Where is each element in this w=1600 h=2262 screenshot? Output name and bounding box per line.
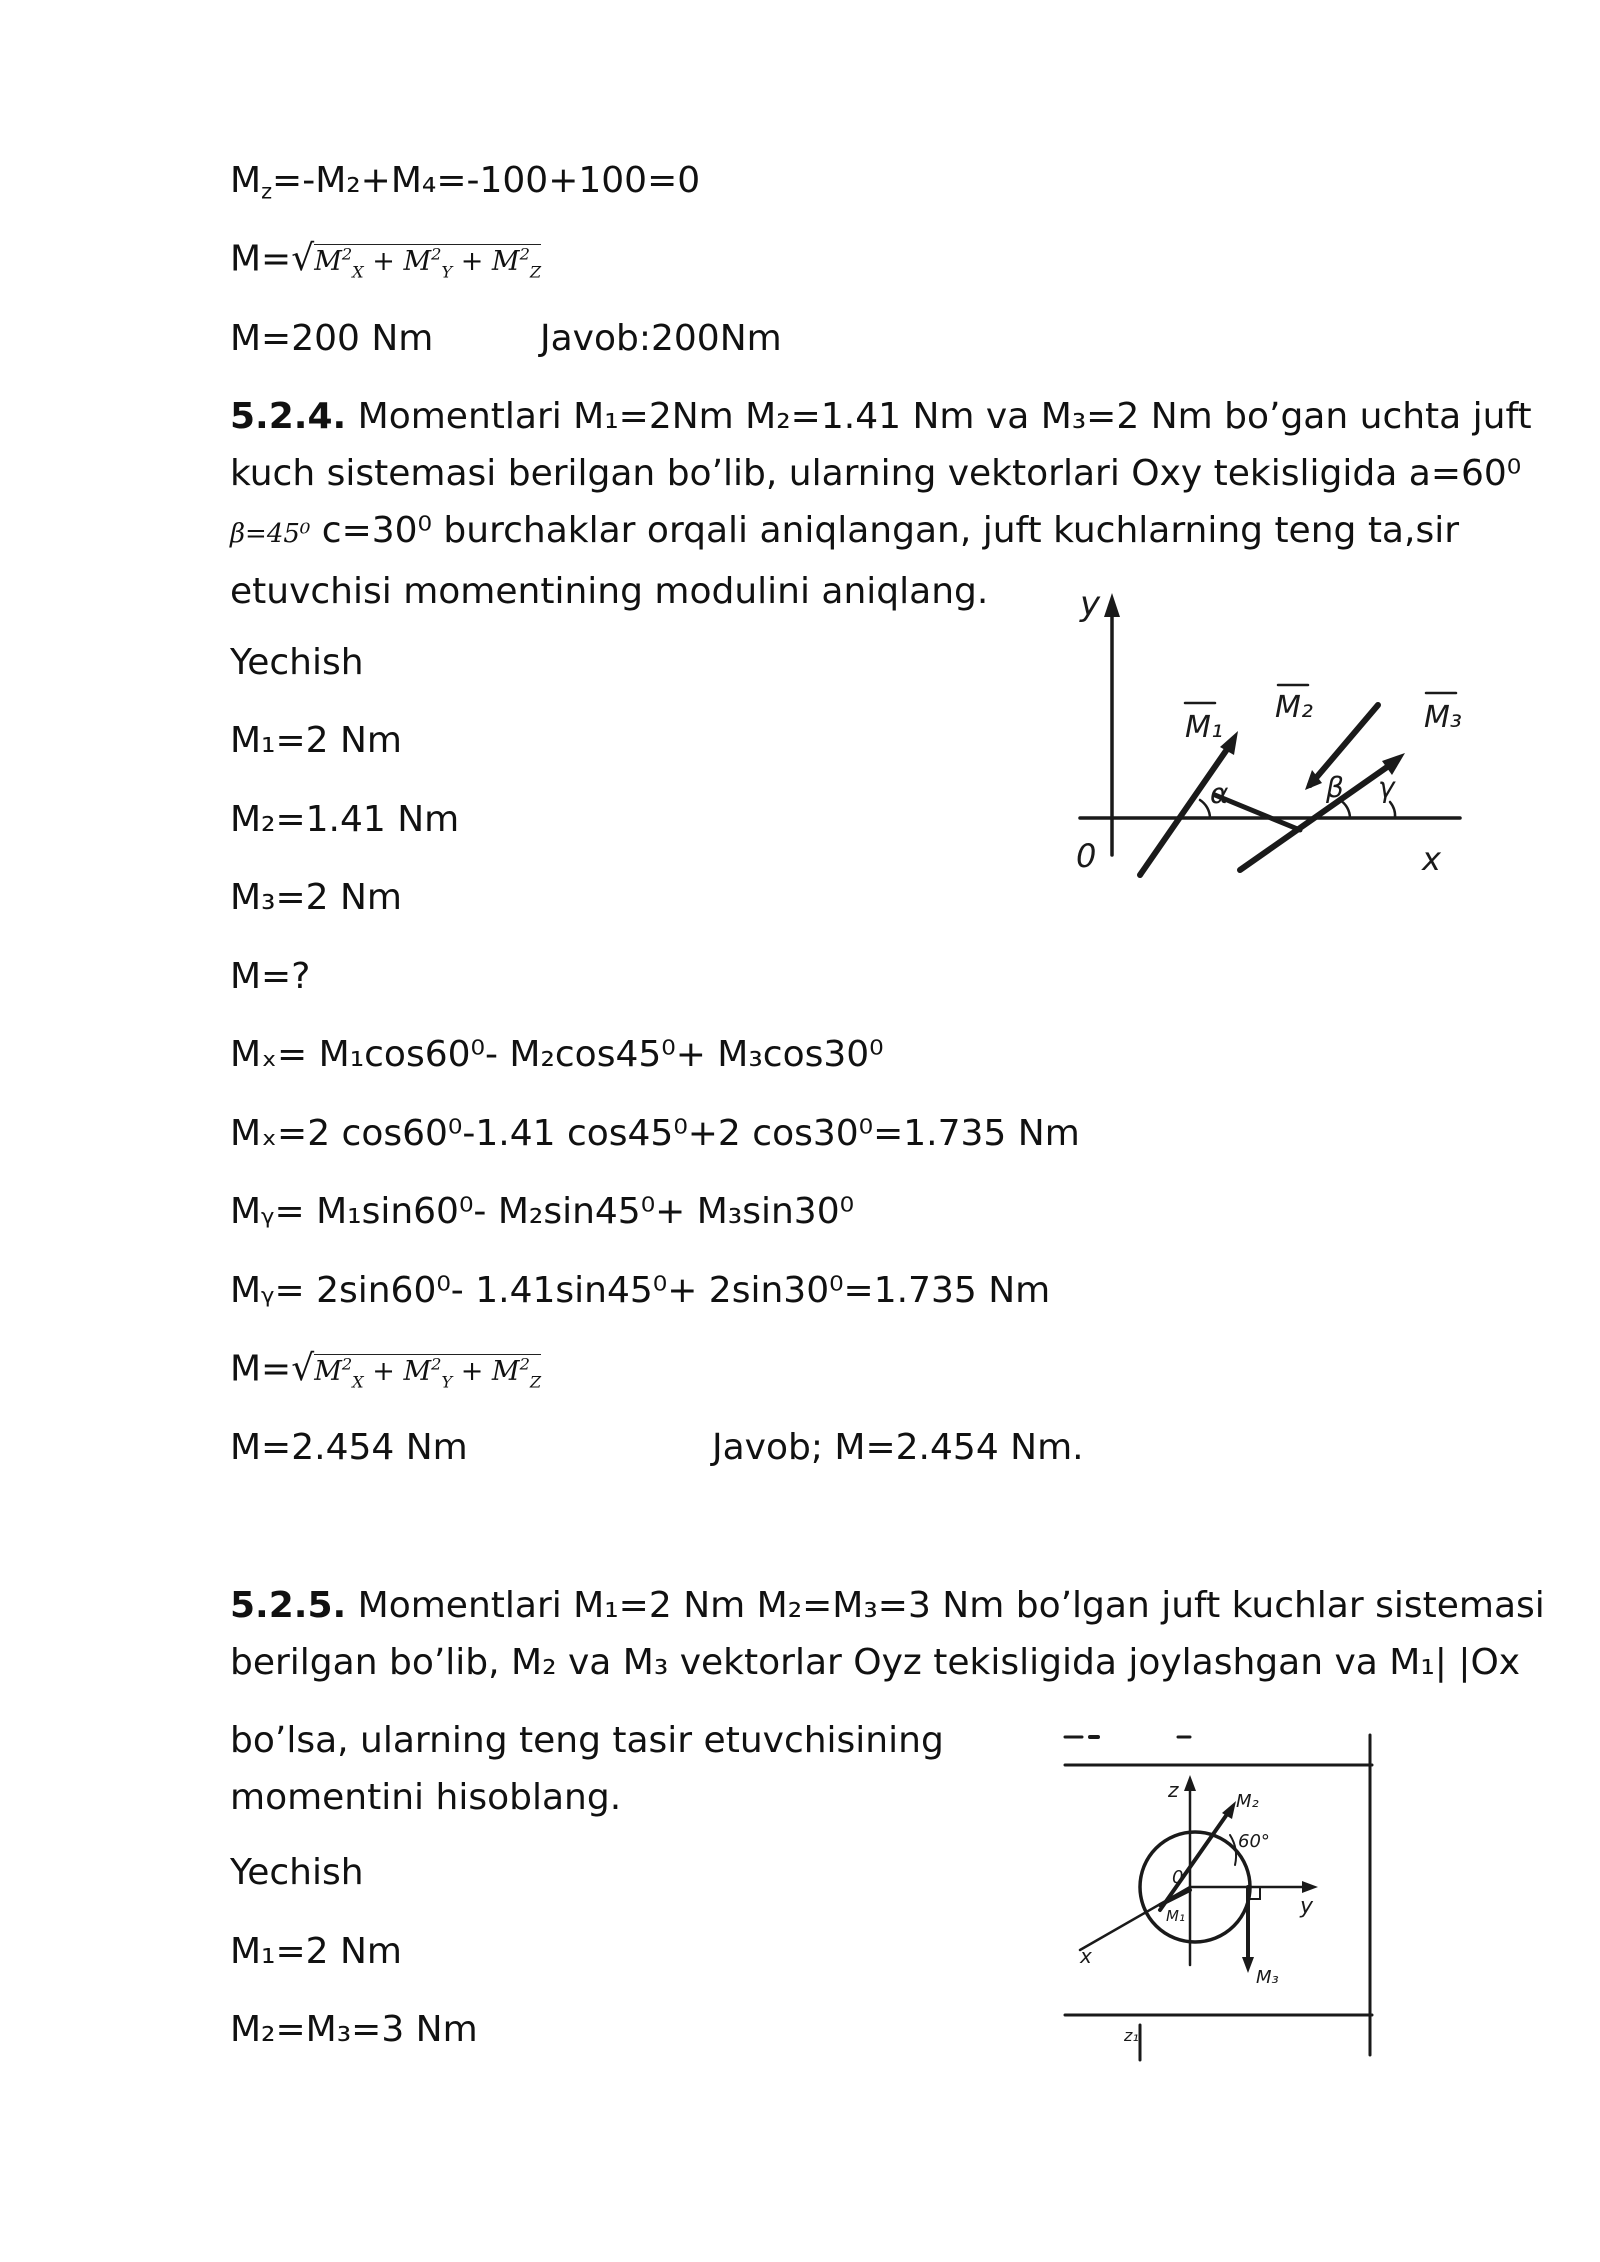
solution-label-2: Yechish bbox=[230, 1852, 364, 1893]
angle-arc-2 bbox=[1230, 1835, 1236, 1865]
problem-5-2-5-statement bbox=[230, 1577, 1545, 1691]
m3-label-2: M₃ bbox=[1256, 1967, 1279, 1988]
given-m3: M₃=2 Nm bbox=[230, 877, 403, 918]
z-label: z bbox=[1168, 1778, 1179, 1802]
result-line-2 bbox=[230, 1425, 1084, 1471]
problem2-number: 5.2.5. bbox=[230, 1585, 347, 1626]
m2-vector-2 bbox=[1160, 1810, 1230, 1910]
sqrt-formula bbox=[291, 236, 541, 285]
problem-line-2 bbox=[230, 445, 1522, 502]
alpha-label: α bbox=[1210, 777, 1229, 810]
problem2-line-1-text: Momentlari M₁=2 Nm M₂=M₃=3 Nm bo’lgan juft kuchlar sistemasi bbox=[357, 1585, 1545, 1626]
bottom-label: z₁ bbox=[1124, 2026, 1139, 2045]
m-formula-1 bbox=[230, 236, 541, 285]
sqrt-body: $M^2_X + M^2_Y + M^2_Z$ bbox=[314, 244, 542, 282]
m-formula-2 bbox=[230, 1346, 541, 1395]
problem-line-3 bbox=[230, 502, 1490, 563]
beta-label: β bbox=[1326, 771, 1344, 804]
step-mx-formula: Mₓ= M₁cos60⁰- M₂cos45⁰+ M₃cos30⁰ bbox=[230, 1034, 884, 1075]
m2-vector bbox=[1310, 705, 1378, 785]
y-axis-arrow bbox=[1104, 593, 1120, 617]
given2-m2-m3: M₂=M₃=3 Nm bbox=[230, 2009, 478, 2050]
m3-arrowhead-2 bbox=[1242, 1957, 1254, 1973]
problem-line-1-text: Momentlari M₁=2Nm M₂=1.41 Nm va M₃=2 Nm bo’gan uchta juft bbox=[357, 396, 1532, 437]
step-mx-value: Mₓ=2 cos60⁰-1.41 cos45⁰+2 cos30⁰=1.735 Nm bbox=[230, 1113, 1080, 1154]
problem-5-2-5-statement-cont bbox=[230, 1712, 950, 1826]
mz-equation: $M_z=-M_2+M_4=-100+100=0$ bbox=[230, 160, 701, 204]
beta-value: β=45⁰ bbox=[230, 519, 311, 549]
figure-5-2-5 bbox=[1060, 1725, 1380, 2070]
problem-line-4-text: etuvchisi momentining modulini aniqlang. bbox=[230, 571, 989, 612]
mz-equation-value: -M₂+M₄=-100+100=0 bbox=[302, 160, 701, 201]
problem-line-3-text: c=30⁰ burchaklar orqali aniqlangan, juft kuchlarning teng ta,sir bbox=[321, 510, 1459, 551]
x-label-2: x bbox=[1080, 1944, 1092, 1968]
m-label: M= bbox=[230, 238, 292, 280]
m2-label-2: M₂ bbox=[1236, 1791, 1259, 1812]
gamma-label: γ bbox=[1378, 771, 1395, 804]
y-label: y bbox=[1080, 585, 1101, 624]
m1-label-2: M₁ bbox=[1166, 1907, 1185, 1925]
alpha-arc bbox=[1200, 800, 1210, 818]
step-my-value: Mᵧ= 2sin60⁰- 1.41sin45⁰+ 2sin30⁰=1.735 Nm bbox=[230, 1270, 1051, 1311]
m1-vector-2 bbox=[1160, 1890, 1190, 1905]
angle-label: 60° bbox=[1238, 1831, 1270, 1852]
figure-5-2-4 bbox=[1060, 585, 1470, 885]
m1-vector bbox=[1140, 745, 1230, 875]
origin-label: 0 bbox=[1076, 837, 1097, 875]
answer-2: Javob; M=2.454 Nm. bbox=[712, 1427, 1084, 1468]
answer-1: Javob:200Nm bbox=[540, 318, 782, 359]
problem2-line-1 bbox=[230, 1577, 1545, 1634]
problem-number: 5.2.4. bbox=[230, 396, 347, 437]
y-label-2: y bbox=[1300, 1894, 1314, 1919]
problem2-line-3: bo’lsa, ularning teng tasir etuvchisining bbox=[230, 1720, 944, 1761]
sqrt-body-2: $M^2_X + M^2_Y + M^2_Z$ bbox=[314, 1354, 542, 1392]
result-line-1 bbox=[230, 316, 782, 362]
problem-line-1 bbox=[230, 388, 1532, 445]
m1-label: M₁ bbox=[1185, 710, 1223, 745]
m-label-2: M= bbox=[230, 1348, 292, 1390]
x-label: x bbox=[1422, 840, 1441, 878]
gamma-arc bbox=[1390, 802, 1395, 818]
z-axis-arrow bbox=[1184, 1775, 1196, 1791]
given-m2: M₂=1.41 Nm bbox=[230, 799, 460, 840]
given-m1: M₁=2 Nm bbox=[230, 720, 403, 761]
sqrt-formula-2 bbox=[291, 1346, 541, 1395]
solution-label-1: Yechish bbox=[230, 642, 364, 683]
given-unknown: M=? bbox=[230, 956, 311, 997]
m3-label: M₃ bbox=[1424, 700, 1462, 735]
sqrt-symbol-2: √ bbox=[291, 1348, 315, 1389]
y-axis-2-arrow bbox=[1302, 1881, 1318, 1893]
step-my-formula: Mᵧ= M₁sin60⁰- M₂sin45⁰+ M₃sin30⁰ bbox=[230, 1191, 855, 1232]
problem2-line-4: momentini hisoblang. bbox=[230, 1777, 622, 1818]
alpha-value: a=60⁰ bbox=[1408, 453, 1522, 494]
problem2-line-2-text: berilgan bo’lib, M₂ va M₃ vektorlar Oyz tekisligida joylashgan va M₁| |Ox bbox=[230, 1642, 1521, 1683]
m2-label: M₂ bbox=[1275, 690, 1313, 725]
origin-label-2: 0 bbox=[1172, 1867, 1184, 1888]
sqrt-symbol: √ bbox=[291, 238, 315, 279]
problem-line-2-text: kuch sistemasi berilgan bo’lib, ularning vektorlari Oxy tekisligida bbox=[230, 453, 1398, 494]
problem2-line-2 bbox=[230, 1634, 1521, 1691]
given2-m1: M₁=2 Nm bbox=[230, 1931, 403, 1972]
result-value: M=2.454 Nm bbox=[230, 1427, 468, 1468]
m-value: M=200 Nm bbox=[230, 318, 434, 359]
